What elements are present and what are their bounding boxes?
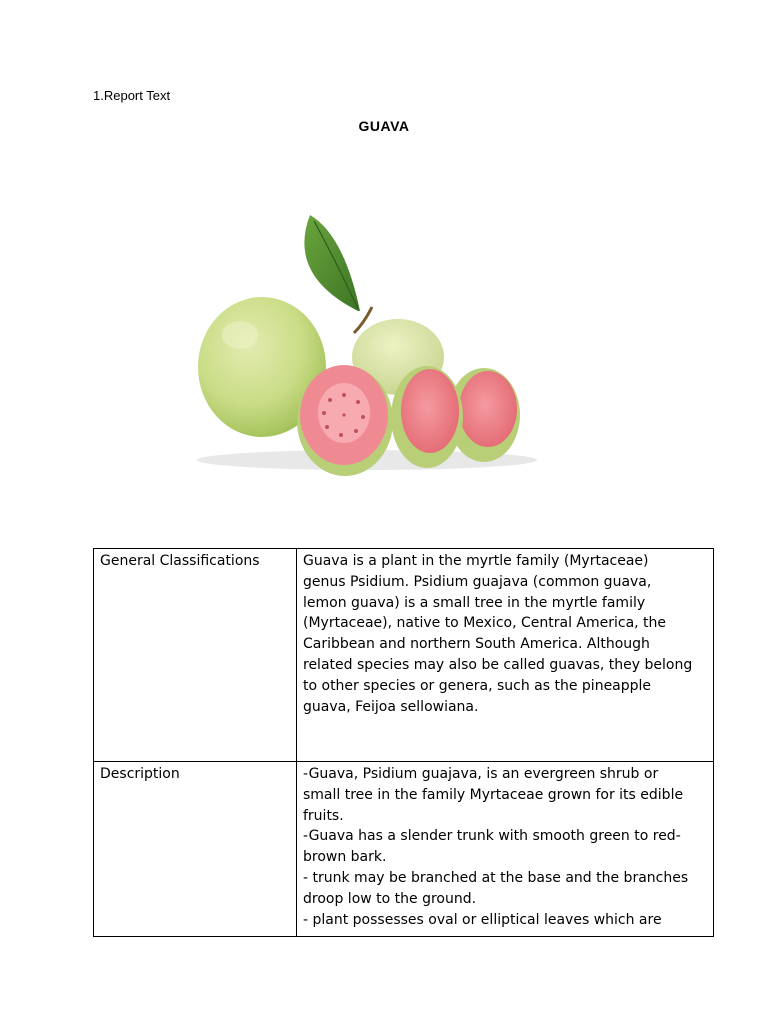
row-label: Description (94, 762, 297, 937)
content-line: Caribbean and northern South America. Although (303, 636, 650, 653)
content-line: - trunk may be branched at the base and the branches (303, 869, 689, 886)
content-line: small tree in the family Myrtaceae grown for its edible (303, 786, 684, 803)
info-table (93, 548, 714, 937)
table-row (94, 762, 714, 937)
section-label: 1.Report Text (93, 88, 171, 103)
content-line: lemon guava) is a small tree in the myrtle family (303, 594, 646, 611)
content-line: brown bark. (303, 849, 387, 866)
content-line: - plant possesses oval or elliptical leaves which are (303, 911, 662, 928)
row-content (297, 762, 714, 937)
content-line: -Guava has a slender trunk with smooth green to red- (303, 828, 681, 845)
row-label: General Classifications (94, 549, 297, 762)
table-row (94, 549, 714, 762)
document-title: GUAVA (358, 118, 410, 134)
content-line: related species may also be called guavas, they belong (303, 656, 693, 673)
content-line: genus Psidium. Psidium guajava (common guava, (303, 573, 652, 590)
guava-photo (82, 195, 640, 507)
row-content (297, 549, 714, 762)
content-line: to other species or genera, such as the pineapple (303, 677, 652, 694)
content-line: (Myrtaceae), native to Mexico, Central America, the (303, 615, 667, 632)
content-line: -Guava, Psidium guajava, is an evergreen shrub or (303, 766, 659, 782)
content-line: guava, Feijoa sellowiana. (303, 698, 479, 715)
content-line: Guava is a plant in the myrtle family (Myrtaceae) (303, 553, 649, 569)
content-line: droop low to the ground. (303, 890, 477, 907)
content-line: fruits. (303, 807, 344, 824)
